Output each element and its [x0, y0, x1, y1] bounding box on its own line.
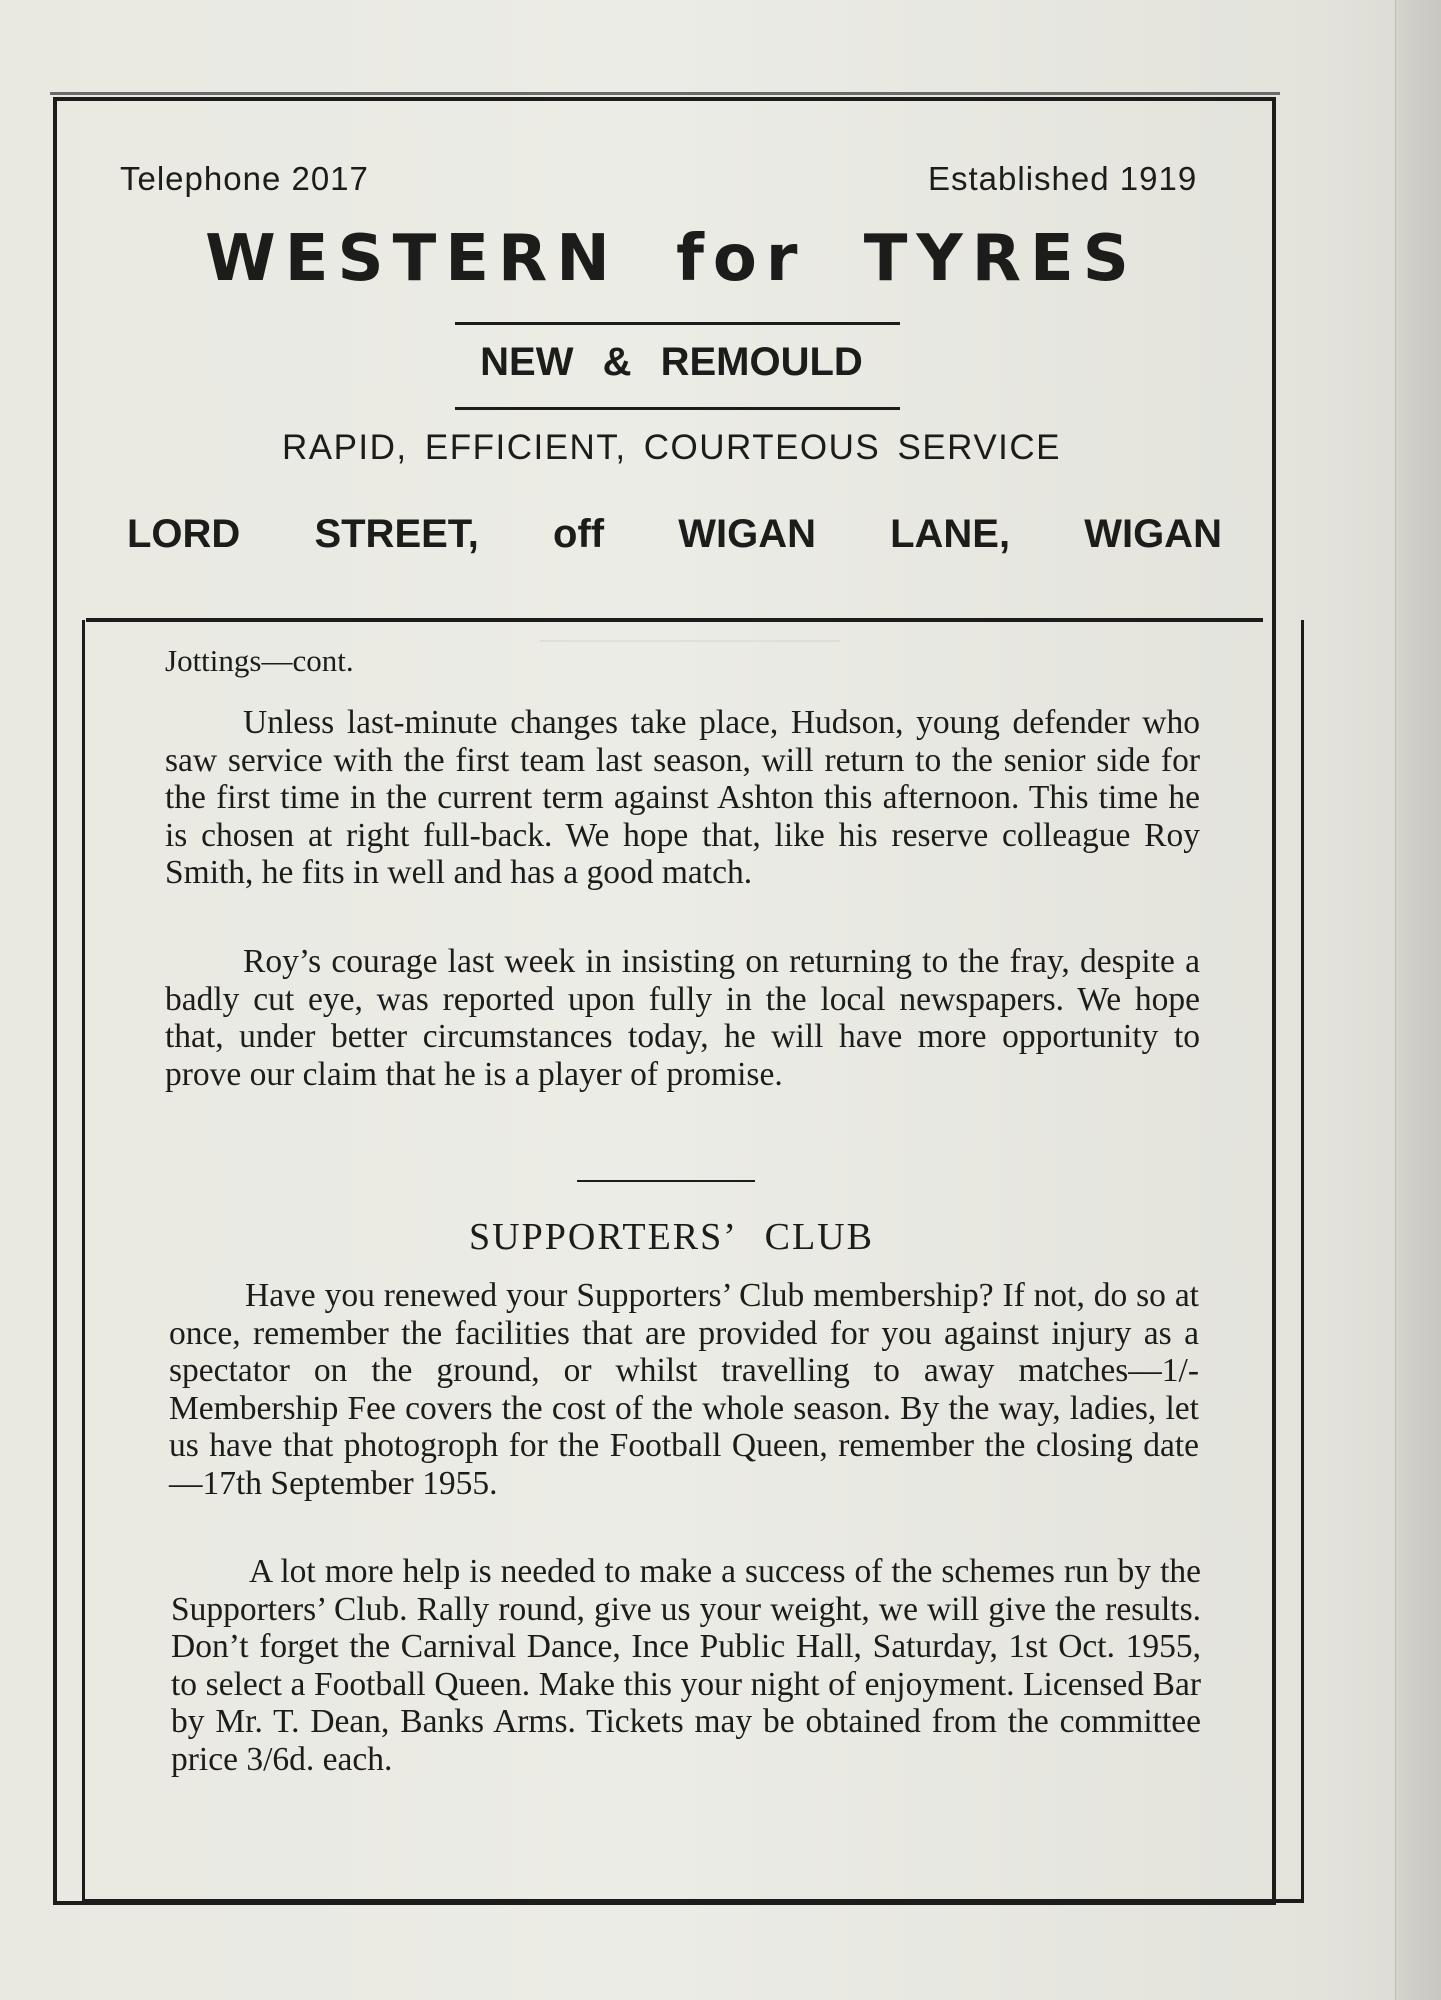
address-word: off — [553, 512, 605, 556]
supporters-club-paragraph: Have you renewed your Supporters’ Club membership? If not, do so at once, remember the facilities that are provided for you against injury as a spectator on the ground, or whilst travelling to away matches—1/- Membership Fee covers the cost of the whole season. By the way, ladies, let us have that photogroph for the Football Queen, remember the closing date—17th September 1955. — [169, 1277, 1199, 1502]
jottings-heading: Jottings—cont. — [165, 643, 354, 678]
next-page-edge — [1395, 0, 1441, 2000]
advert-subheadline: NEW & REMOULD — [480, 340, 863, 384]
top-border-strip — [50, 92, 1280, 95]
jottings-paragraph: Roy’s courage last week in insisting on returning to the fray, despite a badly cut eye, was reported upon fully in the local newspapers. We hope that, under better circumstances today, he will have more opportunity to prove our claim that he is a player of promise. — [165, 943, 1200, 1093]
jottings-paragraph: Unless last-minute changes take place, Hudson, young defender who saw service with the first team last season, will return to the senior side for the first time in the current term against Ashton this afternoon. This time he is chosen at right full-back. We hope that, like his reserve colleague Roy Smith, he fits in well and has a good match. — [165, 704, 1200, 891]
address-word: WIGAN — [1084, 512, 1222, 556]
advert-headline: WESTERN for TYRES — [205, 222, 1138, 296]
advert-address — [127, 512, 1222, 557]
advert-established: Established 1919 — [928, 160, 1198, 197]
section-divider — [577, 1180, 755, 1182]
address-word: STREET, — [314, 512, 479, 556]
address-word: LORD — [127, 512, 241, 556]
advert-service-line: RAPID, EFFICIENT, COURTEOUS SERVICE — [281, 428, 1062, 467]
supporters-club-heading: SUPPORTERS’ CLUB — [469, 1216, 874, 1258]
advert-divider — [86, 618, 1263, 622]
advert-telephone: Telephone 2017 — [120, 160, 369, 197]
address-word: LANE, — [890, 512, 1011, 556]
supporters-club-paragraph: A lot more help is needed to make a success of the schemes run by the Supporters’ Club. Rally round, give us your weight, we will give the results. Don’t forget the Carnival Dance, Ince Public Hall, Saturday, 1st Oct. 1955, to select a Football Queen. Make this your night of enjoyment. Licensed Bar by Mr. T. Dean, Banks Arms. Tickets may be obtained from the committee price 3/6d. each. — [171, 1553, 1201, 1778]
advert-rule-bottom — [455, 407, 900, 410]
address-word: WIGAN — [678, 512, 816, 556]
advert-rule-top — [455, 322, 900, 325]
